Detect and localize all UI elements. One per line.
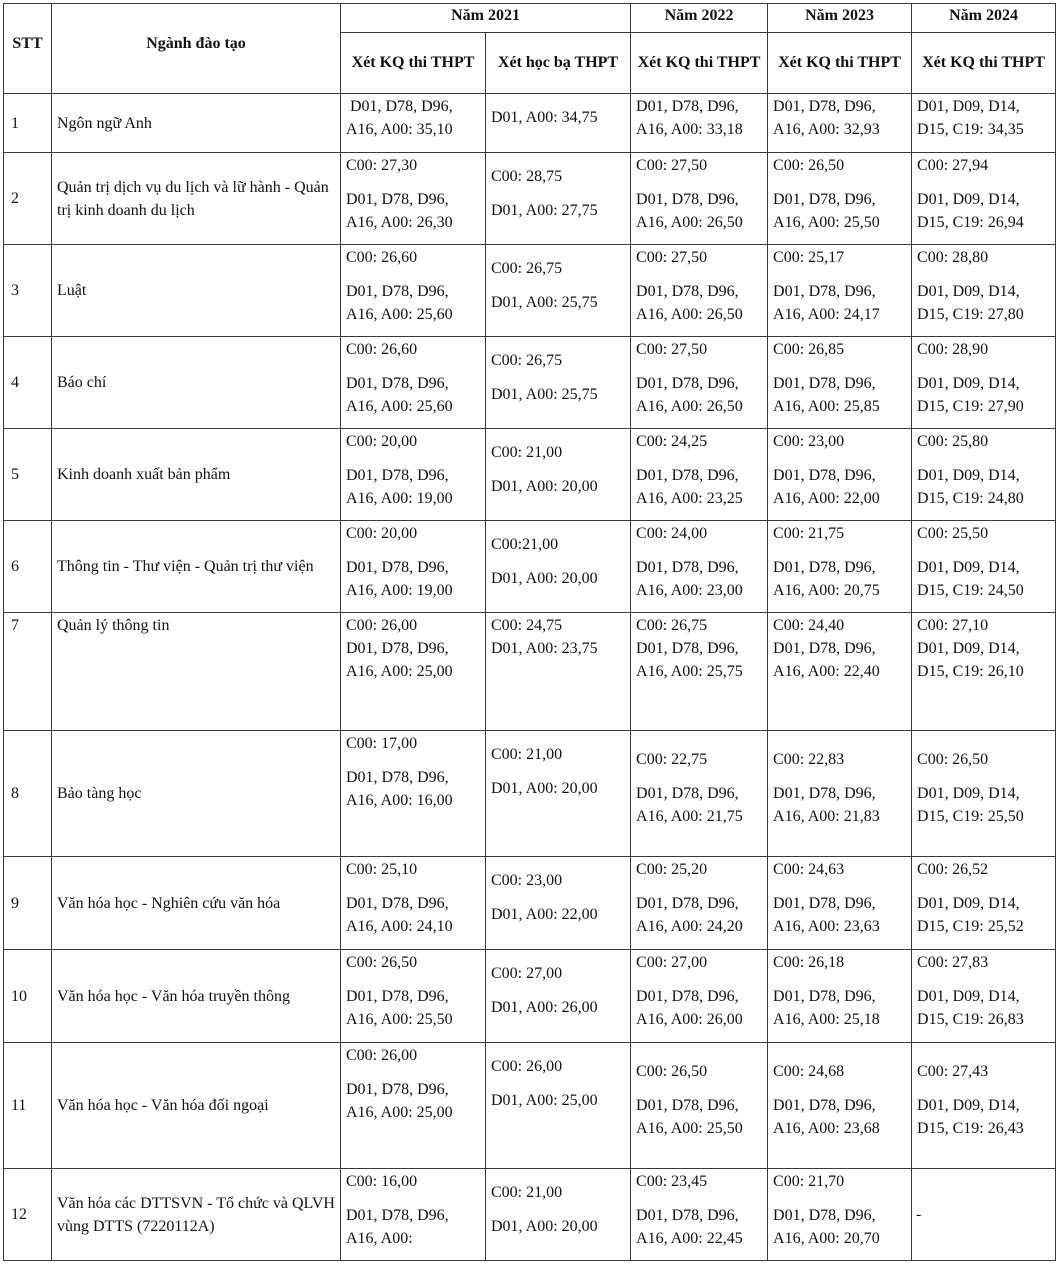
- score-line: C00: 28,75: [491, 168, 563, 185]
- cell-2022-exam: [631, 731, 768, 857]
- score-line: D01, D78, D96,: [636, 785, 739, 802]
- row-stt: 12: [4, 1169, 52, 1261]
- score-line: C00: 27,50: [636, 249, 708, 266]
- cell-2024-exam: [912, 429, 1056, 521]
- row-major-name: Quản trị dịch vụ du lịch và lữ hành - Quản trị kinh doanh du lịch: [52, 153, 341, 245]
- cell-2021-exam: [341, 857, 486, 950]
- score-line: D01, D78, D96,: [346, 283, 449, 300]
- cell-2021-exam: [341, 94, 486, 153]
- cell-2022-exam: [631, 94, 768, 153]
- table-row: [4, 613, 1056, 731]
- cell-2021-exam: [341, 731, 486, 857]
- table-row: [4, 521, 1056, 613]
- score-line: D01, D09, D14,: [917, 375, 1020, 392]
- score-line: A16, A00: 23,68: [773, 1120, 880, 1137]
- score-line: D01, D09, D14,: [917, 640, 1020, 657]
- score-line: D01, A00: 20,00: [491, 780, 598, 797]
- score-line: D15, C19: 26,94: [917, 214, 1024, 231]
- score-line: C00: 28,80: [917, 249, 989, 266]
- score-line: A16, A00: 25,00: [346, 1104, 453, 1121]
- score-line: D01, D09, D14,: [917, 785, 1020, 802]
- score-line: A16, A00: 25,18: [773, 1011, 880, 1028]
- score-line: C00:21,00: [491, 536, 559, 553]
- score-line: C00: 26,52: [917, 861, 989, 878]
- score-line: D01, D78, D96,: [773, 895, 876, 912]
- cell-2022-exam: [631, 429, 768, 521]
- cell-2024-exam: [912, 857, 1056, 950]
- table-row: [4, 731, 1056, 857]
- score-line: D01, D78, D96,: [773, 559, 876, 576]
- cell-2022-exam: [631, 521, 768, 613]
- row-stt: 10: [4, 950, 52, 1043]
- row-major-name: Văn hóa học - Nghiên cứu văn hóa: [52, 857, 341, 950]
- score-line: C00: 24,63: [773, 861, 845, 878]
- score-line: D01, A00: 25,00: [491, 1092, 598, 1109]
- score-line: D01, D78, D96,: [346, 988, 449, 1005]
- score-line: C00: 26,00: [346, 1047, 418, 1064]
- score-line: D01, D78, D96,: [636, 283, 739, 300]
- score-line: C00: 24,25: [636, 433, 708, 450]
- cell-2023-exam: [768, 521, 912, 613]
- score-line: A16, A00: 21,83: [773, 808, 880, 825]
- cell-2022-exam: [631, 1043, 768, 1169]
- score-line: D01, D09, D14,: [917, 191, 1020, 208]
- row-major-name: Kinh doanh xuất bản phẩm: [52, 429, 341, 521]
- score-line: A16, A00: 23,25: [636, 490, 743, 507]
- score-line: C00: 22,83: [773, 751, 845, 768]
- cell-2023-exam: [768, 245, 912, 337]
- score-line: D01, D78, D96,: [636, 895, 739, 912]
- score-line: C00: 21,00: [491, 746, 563, 763]
- table-row: [4, 245, 1056, 337]
- score-line: D01, D09, D14,: [917, 1097, 1020, 1114]
- score-line: C00: 26,85: [773, 341, 845, 358]
- table-row: [4, 857, 1056, 950]
- score-line: D01, A00: 23,75: [491, 640, 598, 657]
- cell-2024-exam: [912, 153, 1056, 245]
- score-line: C00: 25,80: [917, 433, 989, 450]
- score-line: A16, A00: 20,70: [773, 1230, 880, 1247]
- score-line: A16, A00: 25,75: [636, 663, 743, 680]
- cell-2024-exam: [912, 94, 1056, 153]
- row-stt: 6: [4, 521, 52, 613]
- cell-2023-exam: [768, 1169, 912, 1261]
- score-line: A16, A00: 21,75: [636, 808, 743, 825]
- header-year-2022: Năm 2022: [631, 4, 768, 33]
- score-line: A16, A00: 24,17: [773, 306, 880, 323]
- header-year-2024: Năm 2024: [912, 4, 1056, 33]
- score-line: D01, D09, D14,: [917, 559, 1020, 576]
- cell-2021-transcript: [486, 153, 631, 245]
- score-line: D01, D78, D96,: [773, 98, 876, 115]
- score-line: C00: 21,00: [491, 444, 563, 461]
- score-line: D01, A00: 22,00: [491, 906, 598, 923]
- score-line: D01, A00: 20,00: [491, 570, 598, 587]
- header-year-2021: Năm 2021: [341, 4, 631, 33]
- row-major-name: Luật: [52, 245, 341, 337]
- cell-2021-exam: [341, 613, 486, 731]
- cell-2023-exam: [768, 857, 912, 950]
- score-line: C00: 27,43: [917, 1063, 989, 1080]
- score-line: D01, D78, D96,: [346, 375, 449, 392]
- score-line: D15, C19: 25,52: [917, 918, 1024, 935]
- score-line: D15, C19: 26,83: [917, 1011, 1024, 1028]
- score-line: D01, D78, D96,: [773, 283, 876, 300]
- score-line: D01, D78, D96,: [346, 769, 449, 786]
- score-line: C00: 26,50: [346, 954, 418, 971]
- score-line: A16, A00: 19,00: [346, 582, 453, 599]
- score-line: A16, A00: 32,93: [773, 121, 880, 138]
- score-line: D01, D78, D96,: [636, 375, 739, 392]
- score-line: C00: 28,90: [917, 341, 989, 358]
- header-2021-exam: Xét KQ thi THPT: [341, 33, 486, 94]
- score-line: A16, A00: 20,75: [773, 582, 880, 599]
- score-line: D01, D78, D96,: [636, 1207, 739, 1224]
- score-line: A16, A00: 24,20: [636, 918, 743, 935]
- header-2023-exam: Xét KQ thi THPT: [768, 33, 912, 94]
- row-stt: 3: [4, 245, 52, 337]
- score-line: D01, D09, D14,: [917, 98, 1020, 115]
- score-line: D01, D78, D96,: [773, 1097, 876, 1114]
- score-line: D15, C19: 25,50: [917, 808, 1024, 825]
- row-stt: 2: [4, 153, 52, 245]
- cell-2024-exam: [912, 1043, 1056, 1169]
- score-line: C00: 20,00: [346, 525, 418, 542]
- cell-2021-transcript: [486, 857, 631, 950]
- score-line: C00: 27,10: [917, 617, 989, 634]
- score-line: C00: 26,50: [773, 157, 845, 174]
- score-line: C00: 26,60: [346, 249, 418, 266]
- cell-2024-exam: [912, 337, 1056, 429]
- score-line: D01, A00: 26,00: [491, 999, 598, 1016]
- score-line: D01, D78, D96,: [346, 640, 449, 657]
- score-line: C00: 26,18: [773, 954, 845, 971]
- cell-2022-exam: [631, 857, 768, 950]
- score-line: A16, A00: 22,40: [773, 663, 880, 680]
- cell-2021-exam: [341, 1043, 486, 1169]
- score-line: A16, A00: 35,10: [346, 121, 453, 138]
- score-line: C00: 26,60: [346, 341, 418, 358]
- score-line: A16, A00: 22,45: [636, 1230, 743, 1247]
- score-line: A16, A00: 16,00: [346, 792, 453, 809]
- score-line: D01, D78, D96,: [636, 1097, 739, 1114]
- score-line: C00: 24,40: [773, 617, 845, 634]
- score-line: C00: 24,75: [491, 617, 563, 634]
- cell-2024-exam: -: [912, 1169, 1056, 1261]
- score-line: C00: 23,00: [491, 872, 563, 889]
- header-year-2023: Năm 2023: [768, 4, 912, 33]
- score-line: C00: 23,00: [773, 433, 845, 450]
- row-stt: 9: [4, 857, 52, 950]
- score-line: D01, A00: 20,00: [491, 1218, 598, 1235]
- cell-2021-exam: [341, 245, 486, 337]
- cell-2022-exam: [631, 613, 768, 731]
- score-line: C00: 25,10: [346, 861, 418, 878]
- score-line: A16, A00: 25,85: [773, 398, 880, 415]
- score-line: C00: 26,75: [491, 352, 563, 369]
- score-line: D01, D78, D96,: [773, 988, 876, 1005]
- table-row: [4, 1043, 1056, 1169]
- score-line: A16, A00: 19,00: [346, 490, 453, 507]
- score-line: D15, C19: 27,80: [917, 306, 1024, 323]
- cell-2023-exam: [768, 429, 912, 521]
- score-line: A16, A00: 23,00: [636, 582, 743, 599]
- table-row: [4, 429, 1056, 521]
- cell-2021-exam: [341, 950, 486, 1043]
- row-stt: 11: [4, 1043, 52, 1169]
- table-row: [4, 1169, 1056, 1261]
- row-major-name: Văn hóa học - Văn hóa đối ngoại: [52, 1043, 341, 1169]
- cell-2023-exam: [768, 153, 912, 245]
- score-line: C00: 26,50: [636, 1063, 708, 1080]
- score-line: D01, D78, D96,: [346, 559, 449, 576]
- cell-2024-exam: [912, 245, 1056, 337]
- cell-2021-transcript: [486, 245, 631, 337]
- score-line: D01, A00: 25,75: [491, 386, 598, 403]
- score-line: C00: 27,83: [917, 954, 989, 971]
- score-line: D01, D78, D96,: [636, 467, 739, 484]
- row-stt: 1: [4, 94, 52, 153]
- header-2021-transcript: Xét học bạ THPT: [486, 33, 631, 94]
- score-line: D01, D78, D96,: [773, 785, 876, 802]
- score-line: D01, D78, D96,: [636, 191, 739, 208]
- score-line: C00: 22,75: [636, 751, 708, 768]
- score-line: C00: 25,50: [917, 525, 989, 542]
- score-line: D01, A00: 20,00: [491, 478, 598, 495]
- score-line: A16, A00: 26,50: [636, 306, 743, 323]
- score-line: C00: 17,00: [346, 735, 418, 752]
- score-line: D15, C19: 34,35: [917, 121, 1024, 138]
- header-2024-exam: Xét KQ thi THPT: [912, 33, 1056, 94]
- score-line: C00: 25,17: [773, 249, 845, 266]
- score-line: C00: 27,00: [636, 954, 708, 971]
- header-2022-exam: Xét KQ thi THPT: [631, 33, 768, 94]
- row-major-name: Bảo tàng học: [52, 731, 341, 857]
- header-major: Ngành đào tạo: [52, 4, 341, 94]
- cell-2022-exam: [631, 153, 768, 245]
- score-line: C00: 24,68: [773, 1063, 845, 1080]
- score-line: D01, A00: 25,75: [491, 294, 598, 311]
- cell-2021-transcript: [486, 1169, 631, 1261]
- score-line: D01, D09, D14,: [917, 283, 1020, 300]
- score-line: C00: 25,20: [636, 861, 708, 878]
- score-line: C00: 27,30: [346, 157, 418, 174]
- score-line: C00: 26,00: [346, 617, 418, 634]
- cell-2021-exam: [341, 521, 486, 613]
- row-stt: 7: [4, 613, 52, 731]
- score-line: D01, D78, D96,: [346, 895, 449, 912]
- cell-2023-exam: [768, 731, 912, 857]
- score-line: C00: 27,94: [917, 157, 989, 174]
- cell-2024-exam: [912, 731, 1056, 857]
- score-line: C00: 26,00: [491, 1058, 563, 1075]
- cell-2024-exam: [912, 521, 1056, 613]
- cell-2023-exam: [768, 613, 912, 731]
- cell-2024-exam: [912, 613, 1056, 731]
- row-major-name: Thông tin - Thư viện - Quản trị thư viện: [52, 521, 341, 613]
- score-line: A16, A00: 25,60: [346, 306, 453, 323]
- admission-score-table: [3, 3, 1056, 1261]
- score-line: D01, D78, D96,: [773, 375, 876, 392]
- cell-2021-transcript: [486, 429, 631, 521]
- score-line: D15, C19: 24,80: [917, 490, 1024, 507]
- cell-2021-exam: [341, 337, 486, 429]
- cell-2021-transcript: [486, 731, 631, 857]
- cell-2021-transcript: [486, 337, 631, 429]
- cell-2021-transcript: [486, 613, 631, 731]
- cell-2022-exam: [631, 950, 768, 1043]
- row-major-name: Văn hóa học - Văn hóa truyền thông: [52, 950, 341, 1043]
- score-line: D15, C19: 24,50: [917, 582, 1024, 599]
- table-row: [4, 950, 1056, 1043]
- score-line: A16, A00: 33,18: [636, 121, 743, 138]
- score-line: C00: 16,00: [346, 1173, 418, 1190]
- row-stt: 4: [4, 337, 52, 429]
- score-line: C00: 21,70: [773, 1173, 845, 1190]
- score-line: C00: 23,45: [636, 1173, 708, 1190]
- score-line: C00: 27,50: [636, 341, 708, 358]
- score-line: D01, D78, D96,: [346, 1207, 449, 1224]
- row-stt: 8: [4, 731, 52, 857]
- score-line: D01, D78, D96,: [346, 467, 449, 484]
- score-line: A16, A00: 26,50: [636, 214, 743, 231]
- cell-2023-exam: [768, 950, 912, 1043]
- score-line: D01, D78, D96,: [773, 191, 876, 208]
- table-row: [4, 153, 1056, 245]
- row-major-name: Quản lý thông tin: [52, 613, 341, 731]
- score-line: D01, D78, D96,: [346, 191, 449, 208]
- score-line: A16, A00: 25,50: [636, 1120, 743, 1137]
- score-line: A16, A00:: [346, 1230, 413, 1247]
- row-stt: 5: [4, 429, 52, 521]
- score-line: D01, D78, D96,: [636, 559, 739, 576]
- row-major-name: Báo chí: [52, 337, 341, 429]
- cell-2024-exam: [912, 950, 1056, 1043]
- score-line: A16, A00: 26,00: [636, 1011, 743, 1028]
- score-line: D01, D78, D96,: [773, 1207, 876, 1224]
- score-line: D01, D78, D96,: [346, 98, 453, 115]
- score-line: D01, D09, D14,: [917, 988, 1020, 1005]
- table-row: [4, 94, 1056, 153]
- score-line: C00: 27,50: [636, 157, 708, 174]
- cell-2021-transcript: [486, 950, 631, 1043]
- cell-2022-exam: [631, 337, 768, 429]
- cell-2022-exam: [631, 1169, 768, 1261]
- score-line: D01, D78, D96,: [636, 640, 739, 657]
- score-line: D01, D78, D96,: [773, 467, 876, 484]
- row-major-name: Văn hóa các DTTSVN - Tổ chức và QLVH vùng DTTS (7220112A): [52, 1169, 341, 1261]
- score-line: C00: 26,50: [917, 751, 989, 768]
- score-line: D15, C19: 26,43: [917, 1120, 1024, 1137]
- score-line: A16, A00: 22,00: [773, 490, 880, 507]
- cell-2021-transcript: [486, 521, 631, 613]
- score-line: A16, A00: 26,50: [636, 398, 743, 415]
- score-line: A16, A00: 25,00: [346, 663, 453, 680]
- score-line: D01, A00: 27,75: [491, 202, 598, 219]
- score-line: D15, C19: 27,90: [917, 398, 1024, 415]
- score-line: A16, A00: 26,30: [346, 214, 453, 231]
- score-line: C00: 27,00: [491, 965, 563, 982]
- cell-2021-exam: [341, 1169, 486, 1261]
- row-major-name: Ngôn ngữ Anh: [52, 94, 341, 153]
- cell-2021-transcript: [486, 1043, 631, 1169]
- cell-2022-exam: [631, 245, 768, 337]
- cell-2021-exam: [341, 429, 486, 521]
- header-row-years: [4, 4, 1056, 33]
- header-stt: STT: [4, 4, 52, 94]
- cell-2023-exam: [768, 337, 912, 429]
- score-line: A16, A00: 24,10: [346, 918, 453, 935]
- score-line: C00: 26,75: [636, 617, 708, 634]
- score-line: C00: 24,00: [636, 525, 708, 542]
- score-line: C00: 20,00: [346, 433, 418, 450]
- score-line: C00: 26,75: [491, 260, 563, 277]
- cell-2021-transcript: [486, 94, 631, 153]
- score-line: D01, D09, D14,: [917, 467, 1020, 484]
- cell-2023-exam: [768, 94, 912, 153]
- score-line: D01, D78, D96,: [346, 1081, 449, 1098]
- cell-2023-exam: [768, 1043, 912, 1169]
- score-line: D01, D78, D96,: [773, 640, 876, 657]
- score-line: A16, A00: 23,63: [773, 918, 880, 935]
- score-line: A16, A00: 25,60: [346, 398, 453, 415]
- score-line: D01, D78, D96,: [636, 98, 739, 115]
- score-line: A16, A00: 25,50: [773, 214, 880, 231]
- score-line: D01, A00: 34,75: [491, 109, 598, 126]
- score-line: D15, C19: 26,10: [917, 663, 1024, 680]
- score-line: C00: 21,00: [491, 1184, 563, 1201]
- score-line: A16, A00: 25,50: [346, 1011, 453, 1028]
- score-line: D01, D78, D96,: [636, 988, 739, 1005]
- score-line: C00: 21,75: [773, 525, 845, 542]
- table-row: [4, 337, 1056, 429]
- score-line: D01, D09, D14,: [917, 895, 1020, 912]
- cell-2021-exam: [341, 153, 486, 245]
